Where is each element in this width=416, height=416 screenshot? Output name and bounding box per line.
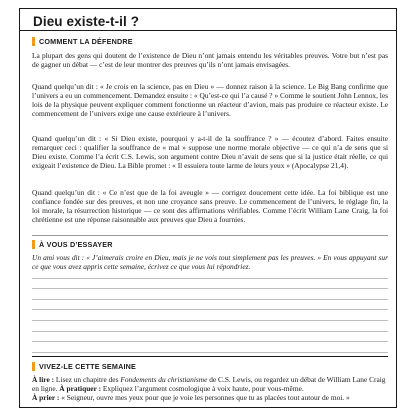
writing-line[interactable]: [32, 310, 388, 321]
writing-line[interactable]: [32, 300, 388, 311]
paragraph-text: La plupart des gens qui doutent de l’existence de Dieu n’ont jamais entendu les véritables preuves. Votre but n’est pas de gagner un débat — c’est de leur montrer des preuves qu’ils n’ont jamais envisagées.: [32, 51, 388, 70]
section-heading-try-label: À VOUS D’ESSAYER: [39, 240, 113, 249]
practice-label: À pratiquer :: [59, 384, 102, 394]
read-text: de C.S. Lewis, ou regardez un débat de William Lane Craig en ligne.: [32, 375, 386, 394]
pray-item: [32, 393, 388, 402]
defend-paragraph-1: [32, 51, 388, 69]
worksheet-page: [19, 8, 397, 408]
pray-label: À prier :: [32, 393, 60, 403]
read-item: [32, 375, 388, 393]
prompt-rest: En vous appuyant sur ce que vous avez appris cette semaine, écrivez ce que vous lui répondriez.: [32, 253, 388, 272]
read-label: À lire :: [32, 375, 55, 384]
section-heading-live-label: VIVEZ-LE CETTE SEMAINE: [39, 362, 137, 371]
section-divider: [32, 356, 388, 357]
paragraph-text: Quand quelqu’un dit : « Si Dieu existe, pourquoi y a-t-il de la souffrance ? » — écoutez d’abord. Faites ensuite remarquer ceci : qualifier la souffrance de « mal » suppose une norme morale objective — ce qui n’a de sens que si Dieu existe. Comme l’a écrit C.S. Lewis, son argument contre Dieu n’avait de sens que si la justice était réelle, ce qui exigeait l’existence de Dieu. La Bible promet : « Il essuiera toute larme de leurs yeux » (Apocalypse 21,4).: [32, 134, 388, 171]
live-actions: [32, 375, 388, 402]
title-divider: [20, 30, 396, 31]
defend-paragraph-3: [32, 134, 388, 170]
writing-line[interactable]: [32, 289, 388, 300]
section-heading-defend: [32, 36, 388, 47]
answer-area[interactable]: [32, 268, 388, 353]
read-text: Lisez un chapitre des: [54, 375, 121, 384]
accent-bar: [32, 362, 35, 371]
defend-paragraph-2: [32, 82, 388, 118]
section-heading-live: [32, 361, 388, 372]
prompt-quote: « J’aimerais croire en Dieu, mais je ne vois tout simplement pas les preuves. »: [86, 253, 322, 262]
writing-line[interactable]: [32, 321, 388, 332]
accent-bar: [32, 37, 35, 46]
paragraph-text: Quand quelqu’un dit : « Ce n’est que de la foi aveugle » — corrigez doucement cette idée. La foi biblique est une confiance fondée sur des preuves, et non une croyance sans preuve. Le commencement de l’univers, le réglage fin, la loi morale, la résurrection historique — ce sont des affirmations vérifiables. Comme l’écrit William Lane Craig, la foi chrétienne est une réponse raisonnable aux preuves que Dieu a fournies.: [32, 188, 388, 225]
section-heading-try: [32, 239, 388, 250]
practice-text: Expliquez l’argument cosmologique à voix haute, pour vous-même.: [101, 384, 304, 394]
writing-line[interactable]: [32, 332, 388, 343]
page-title: Dieu existe-t-il ?: [33, 14, 140, 29]
writing-line[interactable]: [32, 342, 388, 353]
accent-bar: [32, 240, 35, 249]
section-divider: [32, 235, 388, 236]
prompt-lead: Un ami vous dit :: [32, 253, 87, 262]
paragraph-text: Quand quelqu’un dit : « Je crois en la science, pas en Dieu » — donnez raison à la science. Le Big Bang confirme que l’univers a eu un commencement. Demandez ensuite : « Qu’est-ce qui l’a causé ? » Comme le soutient John Lennox, les lois de la physique peuvent expliquer comment fonctionne un réacteur d’avion, mais pas produire ce réacteur existe. Le commencement de l’univers exige une cause extérieure à l’univers.: [32, 82, 388, 119]
writing-line[interactable]: [32, 279, 388, 290]
pray-text: « Seigneur, ouvre mes yeux pour que je voie les personnes que tu as placées tout autour de moi. »: [59, 393, 350, 403]
section-heading-defend-label: COMMENT LA DÉFENDRE: [39, 37, 133, 46]
read-book-title: Fondements du christianisme: [120, 375, 208, 384]
writing-line[interactable]: [32, 268, 388, 279]
defend-paragraph-4: [32, 188, 388, 224]
